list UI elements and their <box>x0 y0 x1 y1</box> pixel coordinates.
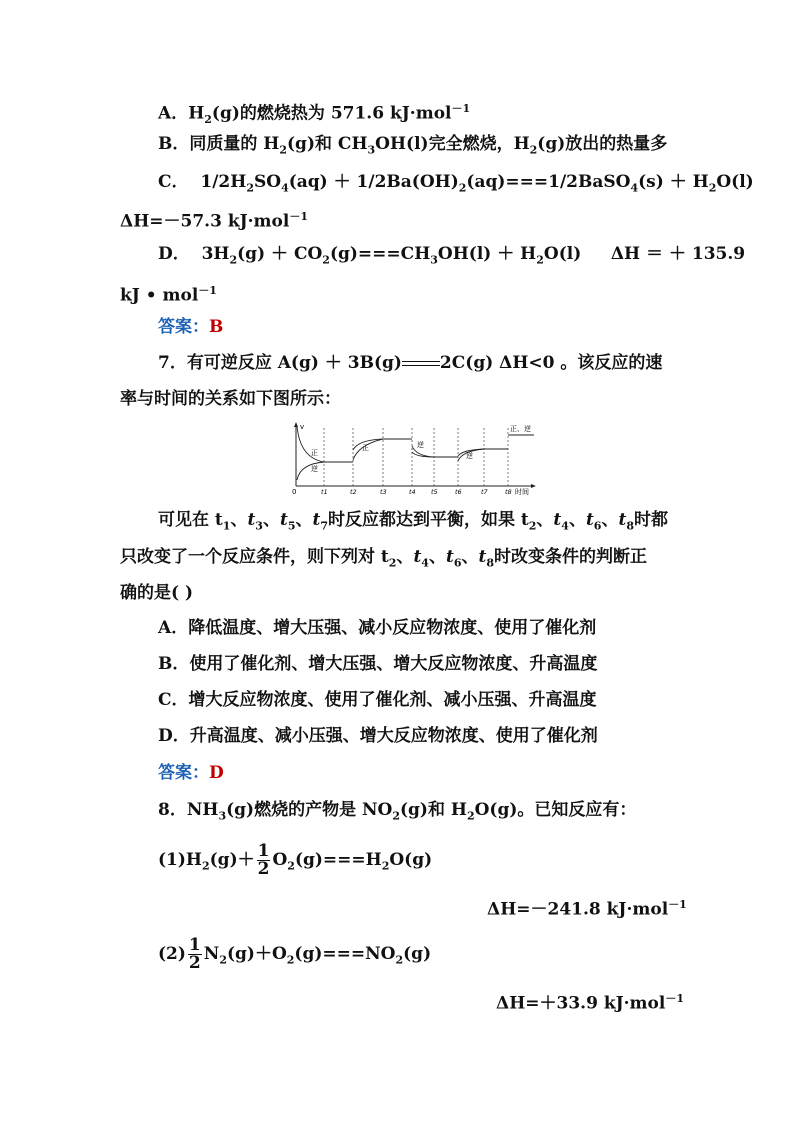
q6-option-c: C． $1/2H_2SO_4(aq)$ ＋ $1/2Ba(OH)_2(aq)===1/2BaSO_4(s) + H_2O(l)$ <box>158 172 754 195</box>
q6-answer <box>158 316 223 338</box>
answer-label: 答案： <box>158 317 209 337</box>
fraction-one-half: $\frac{1}{2}$ <box>188 935 201 973</box>
q6-option-d-unit: kJ • mol$^{-1}$ <box>120 284 217 306</box>
q6-option-c-enthalpy: ΔH=－57.3 kJ·mol$^{-1}$ <box>120 210 309 232</box>
q8-equation-1: $(1)H_2(g)+$ $\frac{1}{2}$ $O_2(g)===H_2O(g)$ <box>158 841 433 879</box>
tick-t6: t6 <box>455 488 462 496</box>
q8-equation-2: (2) $\frac{1}{2}$ $N_2(g)+O_2(g)===NO_2(g)$ <box>158 935 432 973</box>
q6-option-b: B．同质量的 $H_2(g)$和 $CH_3OH(l)$完全燃烧，$H_2(g)$放出的热量多 <box>158 134 668 157</box>
label-zheng-ni: 正、逆 <box>510 425 531 433</box>
q7-body-line-3: 确的是( ) <box>120 583 194 603</box>
q7-stem-line-1: 7．有可逆反应 A(g) ＋ 3B(g) 2C(g) ΔH<0 。该反应的速 <box>158 353 663 373</box>
tick-t2: t2 <box>350 488 357 496</box>
q7-body-line-1: 可见在 $t_1$、$t_3$、$t_5$、$t_7$时反应都达到平衡，如果 $t_2$、$t_4$、$t_6$、$t_8$时都 <box>158 510 668 533</box>
q7-answer <box>158 762 224 784</box>
time-markers <box>324 428 508 486</box>
q8-stem: 8．$NH_3(g)$燃烧的产物是 $NO_2(g)$和 $H_2O(g)$。已知反应有： <box>158 800 637 823</box>
tick-t7: t7 <box>481 488 488 496</box>
q7-body-line-2: 只改变了一个反应条件，则下列对 $t_2$、$t_4$、$t_6$、$t_8$时改变条件的判断正 <box>120 547 647 570</box>
q7-option-c: C．增大反应物浓度、使用了催化剂、减小压强、升高温度 <box>158 690 597 710</box>
fraction-one-half: $\frac{1}{2}$ <box>257 841 270 879</box>
tick-t8: t8 <box>505 488 512 496</box>
label-zheng-2: 正 <box>362 444 369 452</box>
origin-label: 0 <box>292 488 297 496</box>
answer-value: B <box>209 317 224 337</box>
label-ni-3: 逆 <box>466 452 473 460</box>
q6-option-a: A．$H_2(g)$的燃烧热为 571.6 kJ·mol$^{-1}$ <box>158 102 471 127</box>
tick-t1: t1 <box>321 488 328 496</box>
tick-t3: t3 <box>380 488 387 496</box>
label-ni-1: 逆 <box>311 465 318 473</box>
curve-forward-t4 <box>412 452 434 457</box>
equilibrium-arrow-icon <box>402 359 440 369</box>
q8-equation-2-enthalpy: ΔH=＋33.9 kJ·mol$^{-1}$ <box>496 992 685 1014</box>
rate-time-diagram <box>290 420 536 496</box>
tick-t4: t4 <box>409 488 416 496</box>
q7-option-a: A．降低温度、增大压强、减小反应物浓度、使用了催化剂 <box>158 618 597 638</box>
label-ni-2: 逆 <box>417 441 424 449</box>
x-axis-label: 时间 <box>515 488 529 496</box>
q8-equation-1-enthalpy: ΔH=－241.8 kJ·mol$^{-1}$ <box>487 898 687 920</box>
label-zheng-1: 正 <box>311 449 318 457</box>
q6-option-d: D． $3H_2(g) + CO_2(g)===CH_3OH(l) + H_2O(l)$ ΔH ＝ ＋ 135.9 <box>158 244 746 267</box>
tick-t5: t5 <box>431 488 438 496</box>
q7-option-d: D．升高温度、减小压强、增大反应物浓度、使用了催化剂 <box>158 726 598 746</box>
answer-value: D <box>209 763 224 783</box>
q7-stem-line-2: 率与时间的关系如下图所示： <box>120 389 341 409</box>
y-axis-label: v <box>300 423 305 431</box>
answer-label: 答案： <box>158 763 209 783</box>
q7-option-b: B．使用了催化剂、增大压强、增大反应物浓度、升高温度 <box>158 654 598 674</box>
